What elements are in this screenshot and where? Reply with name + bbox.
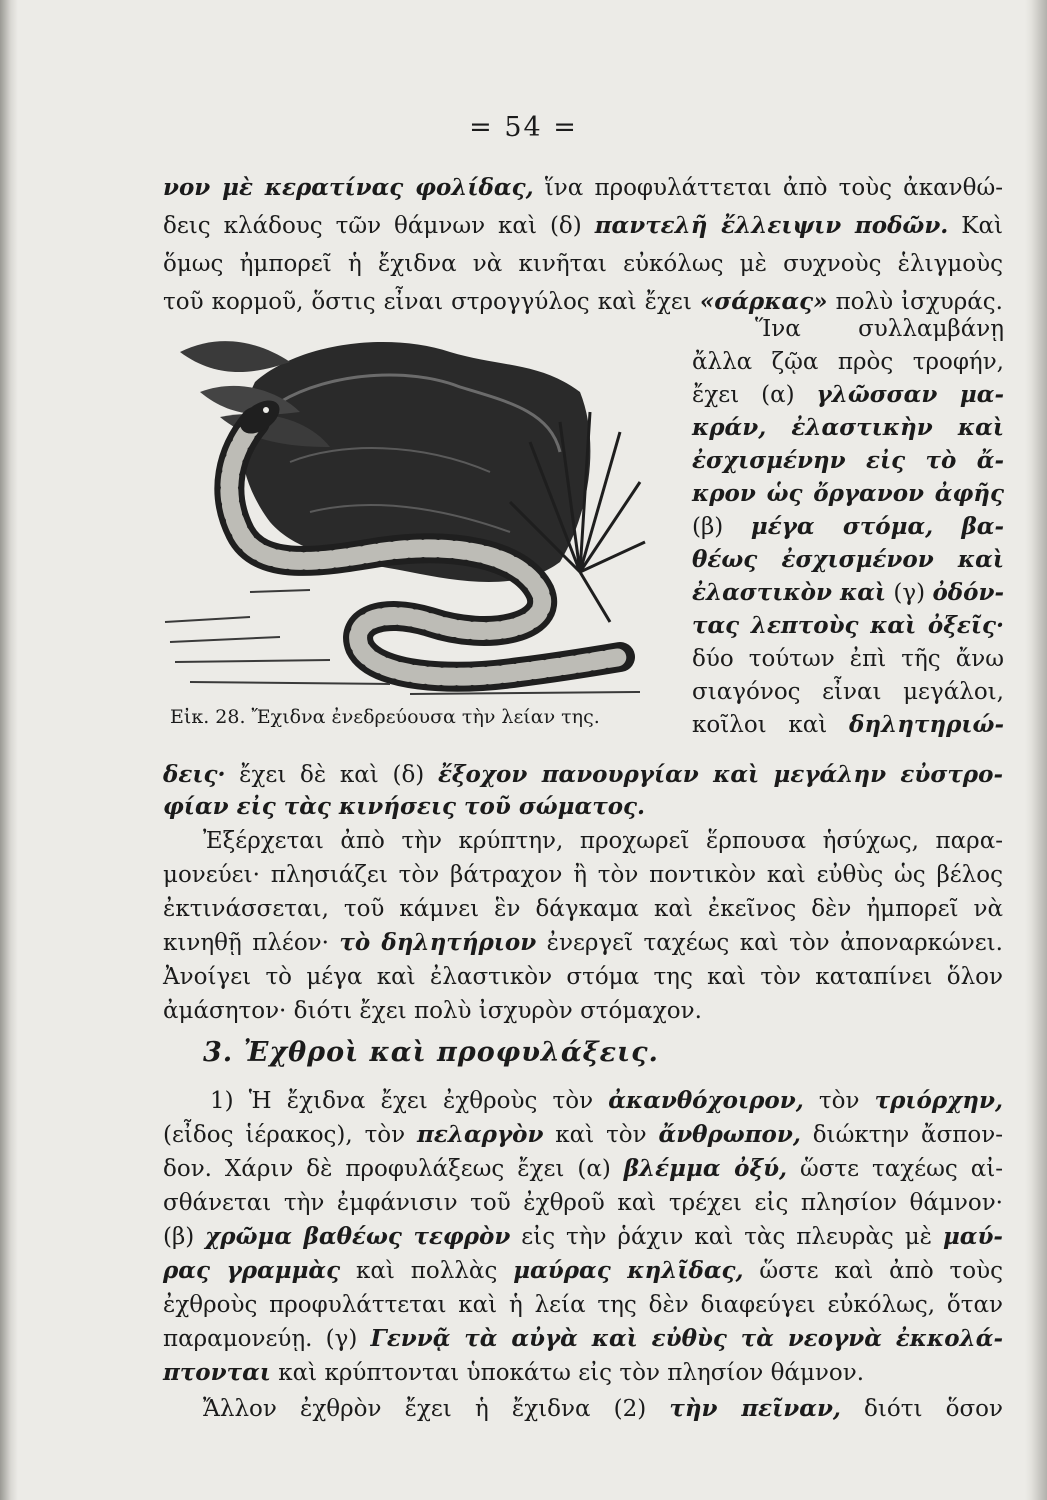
text-line: δον. Χάριν δὲ προφυλάξεως ἔχει (α) βλέμμα ὀξύ, ὥστε ταχέως αἰ-: [163, 1155, 1004, 1182]
text-line: ἐχθροὺς προφυλάττεται καὶ ἡ λεία της δὲν διαφεύγει εὐκόλως, ὅταν: [163, 1292, 1003, 1318]
text-line: σθάνεται τὴν ἐμφάνισιν τοῦ ἐχθροῦ καὶ τρέχει εἰς πλησίον θάμνον·: [163, 1190, 1003, 1216]
text-line: τοῦ κορμοῦ, ὅστις εἶναι στρογγύλος καὶ ἔχει «σάρκας» πολὺ ἰσχυράς.: [163, 288, 1003, 315]
text-line: νον μὲ κερατίνας φολίδας, ἵνα προφυλάττεται ἀπὸ τοὺς ἀκανθώ-: [163, 174, 1003, 201]
page-edge-right: [1025, 0, 1047, 1500]
text-line: ἐλαστικὸν καὶ (γ) ὀδόν-: [692, 579, 1004, 606]
text-line: δύο τούτων ἐπὶ τῆς ἄνω: [692, 646, 1004, 672]
section-heading: 3. Ἐχθροὶ καὶ προφυλάξεις.: [203, 1037, 659, 1068]
text-line: παραμονεύῃ. (γ) Γεννᾷ τὰ αὐγὰ καὶ εὐθὺς τὰ νεογνὰ ἐκκολά-: [163, 1325, 1003, 1352]
page-edge-left: [0, 0, 18, 1500]
text-line: κοῖλοι καὶ δηλητηριώ-: [692, 711, 1004, 738]
text-line: ἀμάσητον· διότι ἔχει πολὺ ἰσχυρὸν στόμαχον.: [163, 998, 702, 1024]
text-line: ἐσχισμένην εἰς τὸ ἄ-: [692, 447, 1004, 474]
text-line: πτονται καὶ κρύπτονται ὑποκάτω εἰς τὸν πλησίον θάμνον.: [163, 1359, 865, 1386]
text-line: Ἀνοίγει τὸ μέγα καὶ ἐλαστικὸν στόμα της καὶ τὸν καταπίνει ὅλον: [163, 964, 1003, 990]
text-line: ἄλλα ζῷα πρὸς τροφήν,: [692, 349, 1004, 375]
viper-illustration: [160, 322, 648, 700]
text-line: δεις· ἔχει δὲ καὶ (δ) ἔξοχον πανουργίαν καὶ μεγάλην εὐστρο-: [163, 761, 1003, 788]
text-line: κινηθῇ πλέον· τὸ δηλητήριον ἐνεργεῖ ταχέως καὶ τὸν ἀποναρκώνει.: [163, 929, 1003, 956]
text-line: Ἐξέρχεται ἀπὸ τὴν κρύπτην, προχωρεῖ ἕρπουσα ἡσύχως, παρα-: [203, 828, 1003, 854]
text-line: δεις κλάδους τῶν θάμνων καὶ (δ) παντελῆ ἔλλειψιν ποδῶν. Καὶ: [163, 212, 1003, 239]
figure-caption: Εἰκ. 28. Ἔχιδνα ἐνεδρεύουσα τὴν λείαν της.: [170, 706, 600, 728]
text-line: ὅμως ἠμπορεῖ ἡ ἔχιδνα νὰ κινῆται εὐκόλως μὲ συχνοὺς ἑλιγμοὺς: [163, 251, 1003, 277]
text-line: σιαγόνος εἶναι μεγάλοι,: [692, 679, 1004, 705]
text-line: (β) μέγα στόμα, βα-: [692, 513, 1004, 540]
text-line: Ἄλλον ἐχθρὸν ἔχει ἡ ἔχιδνα (2) τὴν πεῖναν, διότι ὅσον: [203, 1395, 1004, 1422]
text-line: μονεύει· πλησιάζει τὸν βάτραχον ἢ τὸν ποντικὸν καὶ εὐθὺς ὡς βέλος: [163, 862, 1003, 888]
text-line: φίαν εἰς τὰς κινήσεις τοῦ σώματος.: [163, 793, 646, 820]
page-number: = 54 =: [469, 112, 578, 143]
text-line: ρας γραμμὰς καὶ πολλὰς μαύρας κηλῖδας, ὥστε καὶ ἀπὸ τοὺς: [163, 1257, 1003, 1284]
text-line: κράν, ἐλαστικὴν καὶ: [692, 414, 1004, 441]
text-line: (β) χρῶμα βαθέως τεφρὸν εἰς τὴν ῥάχιν καὶ τὰς πλευρὰς μὲ μαύ-: [163, 1223, 1003, 1250]
text-line: θέως ἐσχισμένον καὶ: [692, 546, 1004, 573]
text-line: ἔχει (α) γλῶσσαν μα-: [692, 381, 1004, 408]
text-line: 1) Ἡ ἔχιδνα ἔχει ἐχθροὺς τὸν ἀκανθόχοιρον, τὸν τριόρχην,: [210, 1087, 1003, 1114]
text-line: Ἵνα συλλαμβάνῃ: [755, 316, 1004, 342]
text-line: (εἶδος ἱέρακος), τὸν πελαργὸν καὶ τὸν ἄνθρωπον, διώκτην ἄσπον-: [163, 1121, 1003, 1148]
text-line: κρον ὡς ὄργανον ἀφῆς: [692, 480, 1004, 507]
text-line: ἐκτινάσσεται, τοῦ κάμνει ἓν δάγκαμα καὶ ἐκεῖνος δὲν ἠμπορεῖ νὰ: [163, 896, 1003, 922]
text-line: τας λεπτοὺς καὶ ὀξεῖς·: [692, 612, 1004, 639]
